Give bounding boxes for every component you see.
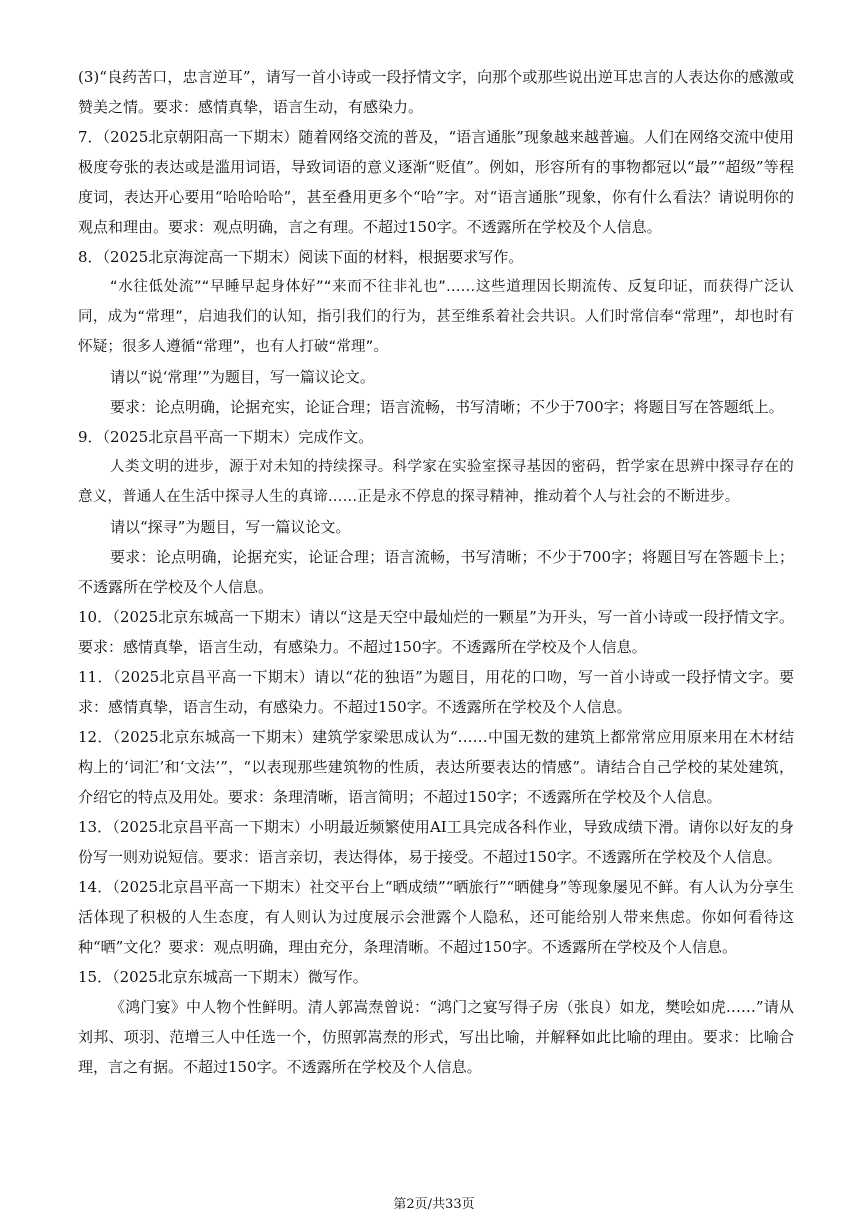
question-13: 13．（2025北京昌平高一下期末）小明最近频繁使用AI工具完成各科作业，导致成绩下滑。请你以好友的身份写一则劝说短信。要求：语言亲切，表达得体，易于接受。不超过150字。不透露所在学校及个人信息。 [78,818,794,866]
document-body [78,62,794,1082]
question-7: 7．（2025北京朝阳高一下期末）随着网络交流的普及，“语言通胀”现象越来越普遍。人们在网络交流中使用极度夸张的表达或是滥用词语，导致词语的意义逐渐“贬值”。例如，形容所有的事物都冠以“最”“超级”等程度词，表达开心要用“哈哈哈哈”，甚至叠用更多个“哈”字。对“语言通胀”现象，你有什么看法？请说明你的观点和理由。要求：观点明确，言之有理。不超过150字。不透露所在学校及个人信息。 [78,128,794,236]
question-9-prompt: 请以“探寻”为题目，写一篇议论文。 [110,518,351,536]
question-9: 9．（2025北京昌平高一下期末）完成作文。 [78,428,374,446]
question-9-requirements: 要求：论点明确，论据充实，论证合理；语言流畅，书写清晰；不少于700字；将题目写在答题卡上；不透露所在学校及个人信息。 [78,548,794,596]
question-8-prompt: 请以“说‘常理’”为题目，写一篇议论文。 [110,368,375,386]
question-8: 8．（2025北京海淀高一下期末）阅读下面的材料，根据要求写作。 [78,248,524,266]
question-6-sub-3: (3)“良药苦口，忠言逆耳”，请写一首小诗或一段抒情文字，向那个或那些说出逆耳忠言的人表达你的感激或赞美之情。要求：感情真挚，语言生动，有感染力。 [78,68,794,116]
question-10: 10．（2025北京东城高一下期末）请以“这是天空中最灿烂的一颗星”为开头，写一首小诗或一段抒情文字。要求：感情真挚，语言生动，有感染力。不超过150字。不透露所在学校及个人信息。 [78,608,794,656]
question-11: 11．（2025北京昌平高一下期末）请以“花的独语”为题目，用花的口吻，写一首小诗或一段抒情文字。要求：感情真挚，语言生动，有感染力。不超过150字。不透露所在学校及个人信息。 [78,668,794,716]
question-12: 12．（2025北京东城高一下期末）建筑学家梁思成认为“……中国无数的建筑上都常常应用原来用在木材结构上的‘词汇’和‘文法’”，“以表现那些建筑物的性质，表达所要表达的情感”。请结合自己学校的某处建筑，介绍它的特点及用处。要求：条理清晰，语言简明；不超过150字；不透露所在学校及个人信息。 [78,728,794,806]
question-8-requirements: 要求：论点明确，论据充实，论证合理；语言流畅，书写清晰；不少于700字；将题目写在答题纸上。 [110,398,784,416]
page-number: 第2页/共33页 [393,1197,475,1212]
question-8-material: “水往低处流”“早睡早起身体好”“来而不往非礼也”……这些道理因长期流传、反复印证，而获得广泛认同，成为“常理”，启迪我们的认知，指引我们的行为，甚至维系着社会共识。人们时常信奉“常理”，却也时有怀疑；很多人遵循“常理”，也有人打破“常理”。 [78,279,794,355]
question-15-material: 《鸿门宴》中人物个性鲜明。清人郭嵩焘曾说：“鸿门之宴写得子房（张良）如龙，樊哙如虎……”请从刘邦、项羽、范增三人中任选一个，仿照郭嵩焘的形式，写出比喻，并解释如此比喻的理由。要求：比喻合理，言之有据。不超过150字。不透露所在学校及个人信息。 [78,998,794,1076]
question-14: 14．（2025北京昌平高一下期末）社交平台上“晒成绩”“晒旅行”“晒健身”等现象屡见不鲜。有人认为分享生活体现了积极的人生态度，有人则认为过度展示会泄露个人隐私，还可能给别人带来焦虑。你如何看待这种“晒”文化？要求：观点明确，理由充分，条理清晰。不超过150字。不透露所在学校及个人信息。 [78,878,794,956]
question-15: 15．（2025北京东城高一下期末）微写作。 [78,968,368,986]
question-9-material: 人类文明的进步，源于对未知的持续探寻。科学家在实验室探寻基因的密码，哲学家在思辨中探寻存在的意义，普通人在生活中探寻人生的真谛……正是永不停息的探寻精神，推动着个人与社会的不断进步。 [78,459,794,505]
